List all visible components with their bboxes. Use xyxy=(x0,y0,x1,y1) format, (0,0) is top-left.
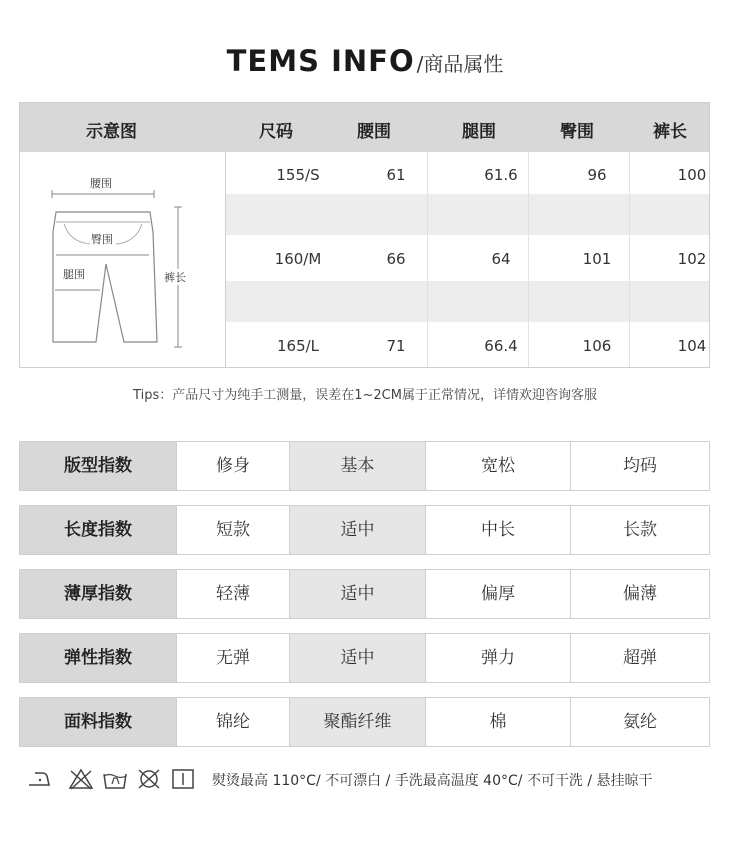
pants-diagram xyxy=(20,152,226,367)
row-separator xyxy=(226,281,709,322)
index-option: 弹力 xyxy=(426,634,571,682)
header-diagram: 示意图 xyxy=(86,122,137,142)
size-table-body xyxy=(20,152,709,367)
cell-hip: 101 xyxy=(582,250,612,268)
table-row xyxy=(226,238,709,280)
cell-thigh: 64 xyxy=(491,250,511,268)
header-waist: 腰围 xyxy=(357,122,391,142)
index-option: 宽松 xyxy=(426,442,571,490)
page-title xyxy=(0,44,730,78)
label-waist: 腰围 xyxy=(90,177,112,190)
index-label: 版型指数 xyxy=(20,442,177,490)
index-option: 轻薄 xyxy=(177,570,290,618)
index-option: 长款 xyxy=(623,520,657,540)
care-text: 熨烫最高 110°C/ 不可漂白 / 手洗最高温度 40°C/ 不可干洗 / 悬挂晾干 xyxy=(212,773,653,789)
index-option: 修身 xyxy=(177,442,290,490)
cell-thigh: 61.6 xyxy=(484,166,518,184)
header-size: 尺码 xyxy=(259,122,293,142)
index-option-selected: 聚酯纤维 xyxy=(290,698,426,746)
hand-wash-icon xyxy=(102,768,128,790)
index-row-length xyxy=(19,505,710,555)
index-label: 薄厚指数 xyxy=(20,570,177,618)
cell-waist: 66 xyxy=(386,250,406,268)
index-option-selected: 适中 xyxy=(290,506,426,554)
index-row-fabric xyxy=(19,697,710,747)
index-label: 弹性指数 xyxy=(20,634,177,682)
index-option: 均码 xyxy=(623,456,657,476)
index-option-selected: 基本 xyxy=(290,442,426,490)
cell-size: 155/S xyxy=(276,166,320,184)
iron-icon xyxy=(26,768,52,790)
table-row xyxy=(226,154,709,196)
header-length: 裤长 xyxy=(653,122,687,142)
cell-length: 102 xyxy=(677,250,707,268)
index-row-thickness xyxy=(19,569,710,619)
index-option: 中长 xyxy=(426,506,571,554)
care-instructions xyxy=(26,764,716,798)
hang-dry-icon xyxy=(170,768,196,790)
index-label: 长度指数 xyxy=(20,506,177,554)
index-label: 面料指数 xyxy=(20,698,177,746)
cell-size: 160/M xyxy=(274,250,322,268)
no-bleach-icon xyxy=(68,768,94,790)
cell-hip: 106 xyxy=(582,337,612,355)
index-option-selected: 适中 xyxy=(290,570,426,618)
no-dry-clean-icon xyxy=(136,768,162,790)
index-row-elasticity xyxy=(19,633,710,683)
tips-text: Tips：产品尺寸为纯手工测量，误差在1~2CM属于正常情况，详情欢迎咨询客服 xyxy=(133,388,597,403)
label-length: 裤长 xyxy=(164,271,186,284)
size-table xyxy=(19,102,710,368)
cell-size: 165/L xyxy=(276,337,320,355)
header-thigh: 腿围 xyxy=(462,122,496,142)
index-option: 超弹 xyxy=(623,648,657,668)
index-option: 氨纶 xyxy=(623,712,657,732)
cell-hip: 96 xyxy=(587,166,607,184)
cell-length: 104 xyxy=(677,337,707,355)
cell-waist: 71 xyxy=(386,337,406,355)
index-option: 偏厚 xyxy=(426,570,571,618)
pants-outline-icon xyxy=(20,152,225,367)
index-option-selected: 适中 xyxy=(290,634,426,682)
cell-waist: 61 xyxy=(386,166,406,184)
header-hip: 臀围 xyxy=(560,122,594,142)
index-option: 棉 xyxy=(426,698,571,746)
title-zh: /商品属性 xyxy=(416,52,504,76)
label-thigh: 腿围 xyxy=(63,268,85,281)
size-table-header xyxy=(20,103,709,152)
table-row xyxy=(226,325,709,367)
row-separator xyxy=(226,194,709,235)
title-en: TEMS INFO xyxy=(226,44,415,78)
cell-length: 100 xyxy=(677,166,707,184)
index-row-fit xyxy=(19,441,710,491)
label-hip: 臀围 xyxy=(91,233,113,246)
index-option: 偏薄 xyxy=(623,584,657,604)
cell-thigh: 66.4 xyxy=(484,337,518,355)
index-option: 无弹 xyxy=(177,634,290,682)
index-option: 锦纶 xyxy=(177,698,290,746)
index-option: 短款 xyxy=(177,506,290,554)
